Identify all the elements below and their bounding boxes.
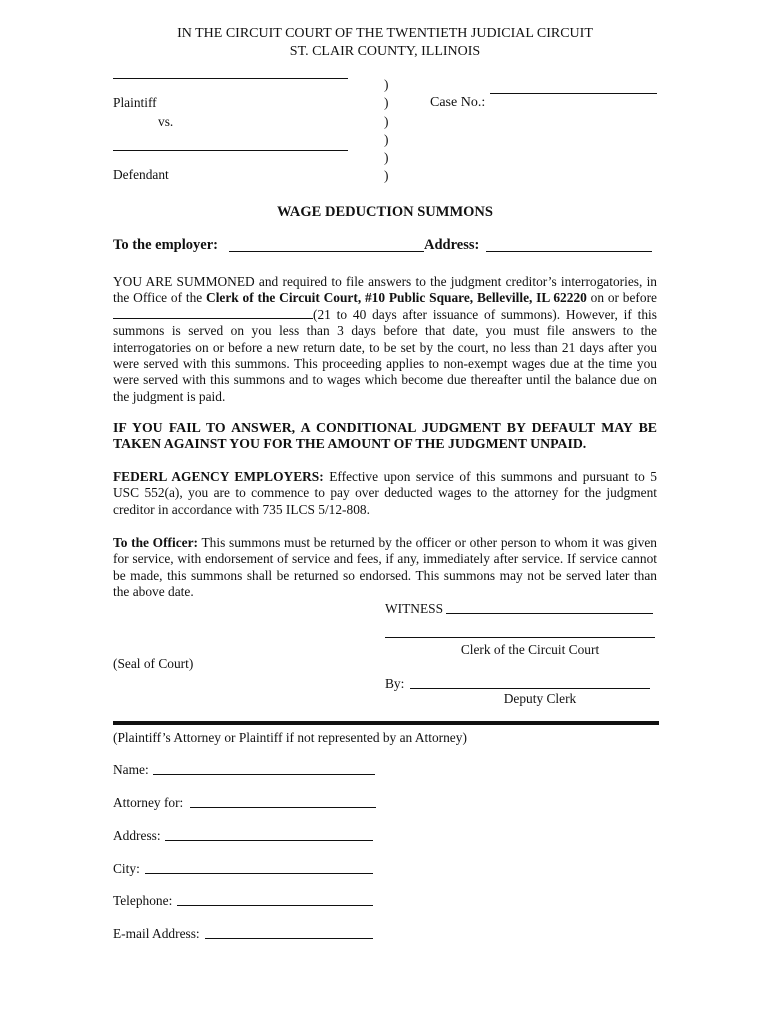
employer-label: To the employer:	[113, 237, 218, 253]
witness-label: WITNESS	[385, 601, 444, 616]
caption-paren: )	[384, 114, 389, 129]
caption-paren: )	[384, 150, 389, 165]
attorney-telephone-field[interactable]	[177, 905, 373, 906]
officer-paragraph	[113, 535, 657, 601]
court-header	[100, 25, 670, 61]
section-divider	[113, 721, 659, 725]
document-title: WAGE DEDUCTION SUMMONS	[277, 204, 493, 220]
clerk-signature-line[interactable]	[385, 637, 655, 638]
attorney-for-field[interactable]	[190, 807, 376, 808]
officer-label: To the Officer:	[113, 535, 199, 550]
attorney-name-label: Name:	[113, 762, 149, 777]
defendant-label: Defendant	[113, 167, 169, 182]
federal-agency-text: Effective upon service of this summons and pursuant to 5 USC 552(a), you are to commence to pay over deducted wages to the attorney for the judgment creditor in accordance with 735 ILCS 5/12-808.	[113, 469, 657, 517]
clerk-caption: Clerk of the Circuit Court	[460, 642, 600, 657]
employer-address-field[interactable]	[486, 251, 652, 252]
deputy-signature-line[interactable]	[410, 688, 650, 689]
default-warning: IF YOU FAIL TO ANSWER, A CONDITIONAL JUDGMENT BY DEFAULT MAY BE TAKEN AGAINST YOU FOR THE AMOUNT OF THE JUDGMENT UNPAID.	[113, 420, 657, 452]
attorney-city-field[interactable]	[145, 873, 373, 874]
caption-paren: )	[384, 77, 389, 92]
court-header-line2: ST. CLAIR COUNTY, ILLINOIS	[289, 44, 481, 59]
employer-address-label: Address:	[424, 237, 480, 253]
attorney-email-field[interactable]	[205, 938, 373, 939]
attorney-address-label: Address:	[113, 828, 161, 843]
court-header-line1: IN THE CIRCUIT COURT OF THE TWENTIETH JUDICIAL CIRCUIT	[177, 26, 593, 41]
case-no-label: Case No.:	[430, 95, 486, 110]
attorney-heading: (Plaintiff’s Attorney or Plaintiff if not represented by an Attorney)	[113, 730, 467, 745]
caption-paren: )	[384, 168, 389, 183]
vs-label: vs.	[158, 114, 174, 129]
summons-text-rest: (21 to 40 days after issuance of summons). However, if this summons is served on you less than 3 days before that date, you must file answers to the interrogatories on or before a new return date, to be set by the court, no less than 21 days after you were served with this summons. This proceeding applies to non-exempt wages due at the time you were served with this summons and to wages which become due thereafter until the balance due on the judgment is paid.	[113, 306, 657, 404]
attorney-name-field[interactable]	[153, 774, 375, 775]
deputy-clerk-caption: Deputy Clerk	[503, 691, 577, 706]
federal-agency-paragraph	[113, 469, 657, 518]
caption-paren: )	[384, 132, 389, 147]
case-no-field[interactable]	[490, 93, 657, 94]
plaintiff-label: Plaintiff	[113, 95, 157, 110]
witness-signature-line[interactable]	[446, 613, 653, 614]
answer-date-field[interactable]	[113, 307, 313, 319]
clerk-address: Clerk of the Circuit Court, #10 Public Square, Belleville, IL 62220	[206, 290, 587, 306]
attorney-for-label: Attorney for:	[113, 795, 184, 810]
summons-text-on-or-before: on or before	[586, 290, 657, 306]
summons-paragraph	[113, 274, 657, 405]
officer-text: This summons must be returned by the officer or other person to whom it was given for service, with endorsement of service and fees, if any, immediately after service. If service cannot be made, this summons shall be returned so endorsed. This summons may not be served later than the above date.	[113, 535, 657, 600]
by-label: By:	[385, 676, 405, 691]
attorney-telephone-label: Telephone:	[113, 893, 173, 908]
employer-field[interactable]	[229, 251, 424, 252]
federal-agency-label: FEDERL AGENCY EMPLOYERS:	[113, 469, 324, 484]
attorney-address-field[interactable]	[165, 840, 373, 841]
defendant-name-line[interactable]	[113, 150, 348, 151]
seal-of-court-label: (Seal of Court)	[113, 656, 194, 671]
summons-text-start: YOU ARE SUMMONED and required to file answers to the judgment creditor’s interrogatories, in the Office of the	[113, 274, 657, 306]
attorney-email-label: E-mail Address:	[113, 926, 200, 941]
attorney-city-label: City:	[113, 861, 140, 876]
plaintiff-name-line[interactable]	[113, 78, 348, 79]
caption-paren: )	[384, 95, 389, 110]
